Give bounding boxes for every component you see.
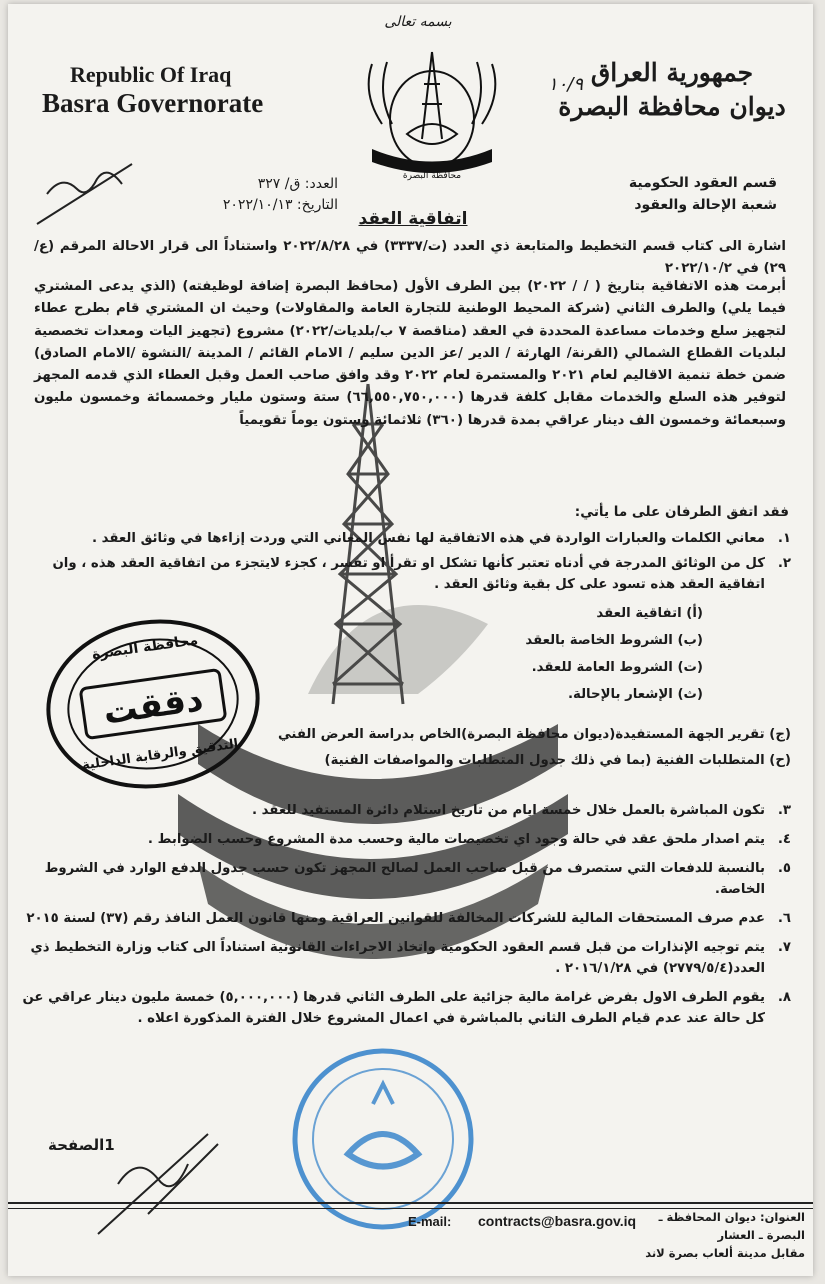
clause-number: ٢.: [777, 556, 791, 571]
email-address: contracts@basra.gov.iq: [478, 1213, 637, 1229]
handwritten-signature-top: [32, 154, 142, 234]
document-page: [8, 4, 813, 1276]
document-list: [503, 600, 703, 708]
clause-number: ١.: [777, 531, 791, 546]
clause-number: ٥.: [777, 861, 791, 876]
paragraph-agreement: أبرمت هذه الاتفاقية بتاريخ ( / / ٢٠٢٢) بين الطرف الأول (محافظ البصرة إضافة لوظيفته) (الذي يدعى المشتري فيما يلي) والطرف الثاني (شركة المحيط الوطنية للتجارة العامة والمقاولات) وحيث ان المشتري قام بطرح عطاء لتجهيز سلع وخدمات مساعدة المحددة في العقد (مناقصة ٧ ب/بلديات/٢٠٢٢) مشروع (تجهيز اليات ومعدات تخصصية لبلديات القطاع الشمالي (القرنة/ الهارثة / الدير /عز الدين سليم / الامام القائم / المدينة /النشوة /الامام الصادق) ضمن خطة تنمية الاقاليم لعام ٢٠٢١ والمستمرة لعام ٢٠٢٢ وقد وافق صاحب العمل وقبل العطاء الذي قدمه المجهز لتوفير هذه السلع والخدمات مقابل كلفة قدرها (٦٦,٥٥٠,٧٥٠,٠٠٠) ستة وستون مليار وخمسمائة وخمسون مليون وسبعمائة وخمسون الف دينار عراقي بمدة قدرها (٣٦٠) ثلاثمائة وستون يوماً تقويمياً: [34, 279, 786, 428]
ref-number: العدد: ق/ ٣٢٧: [257, 176, 338, 192]
department-line1: قسم العقود الحكومية: [628, 175, 777, 191]
clause-item: [21, 528, 791, 549]
email-label: E-mail:: [408, 1214, 452, 1229]
department-block: [577, 172, 777, 216]
clause-text: يقوم الطرف الاول بفرض غرامة مالية جزائية على الطرف الثاني قدرها (٥,٠٠٠,٠٠٠) خمسة مليون دينار عراقي عن كل حالة عند عدم قيام الطرف الثاني بالمباشرة في اعمال المشروع خلال الفترة المذكورة اعلاه .: [22, 990, 765, 1026]
clause-item: [21, 553, 791, 595]
list-item: (ب) الشروط الخاصة بالعقد: [525, 633, 703, 648]
paragraph-reference: اشارة الى كتاب قسم التخطيط والمتابعة ذي العدد (ت/٣٣٣٧) في ٢٠٢٢/٨/٢٨ واستناداً الى قرار الاحالة المرقم (ع/٢٩) في ٢٠٢٢/١٠/٢: [34, 239, 786, 277]
stamp-bottom-text: التدقيق والرقابة الداخلية: [81, 736, 240, 774]
clause-item: [21, 829, 791, 850]
clause-item: [21, 800, 791, 821]
clause-item: [21, 987, 791, 1029]
agreed-intro: فقد اتفق الطرفان على ما يأتي:: [574, 504, 789, 520]
clauses-part-b: [21, 800, 791, 1037]
english-header: [42, 62, 263, 119]
list-item: (ت) الشروط العامة للعقد.: [531, 660, 703, 675]
arabic-header-line2: ديوان محافظة البصرة: [558, 92, 786, 121]
clause-text: يتم اصدار ملحق عقد في حالة وجود اي تخصيصات مالية وحسب مدة المشروع وحسب الضوابط .: [147, 832, 765, 847]
clauses-part-a: [21, 528, 791, 599]
clause-number: ٣.: [777, 803, 791, 818]
footer-address: [625, 1208, 805, 1262]
clause-number: ٨.: [777, 990, 791, 1005]
basra-governorate-logo: [352, 44, 512, 184]
list-item: (ث) الإشعار بالإحالة.: [567, 687, 703, 702]
clause-number: ٦.: [777, 911, 791, 926]
document-list-continued: [271, 722, 791, 774]
ref-date: التاريخ: ٢٠٢٢/١٠/١٣: [222, 197, 338, 213]
clause-text: يتم توجيه الإنذارات من قبل قسم العقود الحكومية واتخاذ الاجراءات القانونية استناداً الى كتاب وزارة التخطيط ذي العدد(٢٧٧٩/٥/٤) في ٢٠١٦/١/٢٨ .: [30, 940, 765, 976]
logo-caption: محافظة البصرة: [402, 171, 462, 181]
address-line1: العنوان: ديوان المحافظة ـ البصرة ـ العشار: [658, 1210, 805, 1242]
address-line2: مقابل مدينة ألعاب بصرة لاند: [645, 1246, 805, 1260]
stamp-top-text: محافظة البصرة: [91, 632, 200, 663]
blue-round-stamp: [288, 1044, 478, 1234]
audit-stamp: [38, 609, 268, 799]
list-item: (أ) اتفاقية العقد: [596, 606, 703, 621]
reference-block: [188, 174, 338, 216]
arabic-header-line1: جمهورية العراق: [590, 58, 754, 87]
handwritten-number: ١٠/٩: [548, 74, 584, 95]
clause-text: كل من الوثائق المدرجة في أدناه تعتبر كأنها تشكل او تقرأ او تفسر ، كجزء لايتجزء من اتفاقية العقد هذه ، وان اتفاقية العقد هذه تسود على كل بقية وثائق العقد .: [52, 556, 765, 592]
footer-divider: [8, 1202, 813, 1204]
clause-item: [21, 858, 791, 900]
clause-text: عدم صرف المستحقات المالية للشركات المخالفة للقوانين العراقية ومنها قانون العمل النافذ رقم (٣٧) لسنة ٢٠١٥: [26, 911, 765, 926]
document-title: اتفاقية العقد: [358, 209, 468, 229]
clause-number: ٤.: [777, 832, 791, 847]
arabic-header: [557, 56, 787, 124]
clause-item: [21, 908, 791, 929]
clause-text: بالنسبة للدفعات التي ستصرف من قبل صاحب العمل لصالح المجهز تكون حسب جدول الدفع الوارد في الشروط الخاصة.: [44, 861, 765, 897]
stamp-word: دققت: [100, 679, 206, 733]
department-line2: شعبة الإحالة والعقود: [634, 197, 777, 213]
list-item: (ج) تقرير الجهة المستفيدة(ديوان محافظة البصرة)الخاص بدراسة العرض الفني: [277, 727, 791, 742]
english-header-line1: Republic Of Iraq: [70, 62, 232, 87]
clause-text: معاني الكلمات والعبارات الواردة في هذه الاتفاقية لها نفس المعاني التي وردت إزاءها في وثائق العقد .: [91, 531, 765, 546]
clause-item: [21, 937, 791, 979]
english-header-line2: Basra Governorate: [42, 88, 264, 118]
clause-text: تكون المباشرة بالعمل خلال خمسة ايام من تاريخ استلام دائرة المستفيد للعقد .: [251, 803, 765, 818]
list-item: (ح) المتطلبات الفنية (بما في ذلك جدول المتطلبات والمواصفات الفنية): [324, 753, 791, 768]
page-number: 1الصفحة: [48, 1136, 115, 1154]
clause-number: ٧.: [777, 940, 791, 955]
invocation-text: بسمه تعالى: [384, 14, 452, 30]
